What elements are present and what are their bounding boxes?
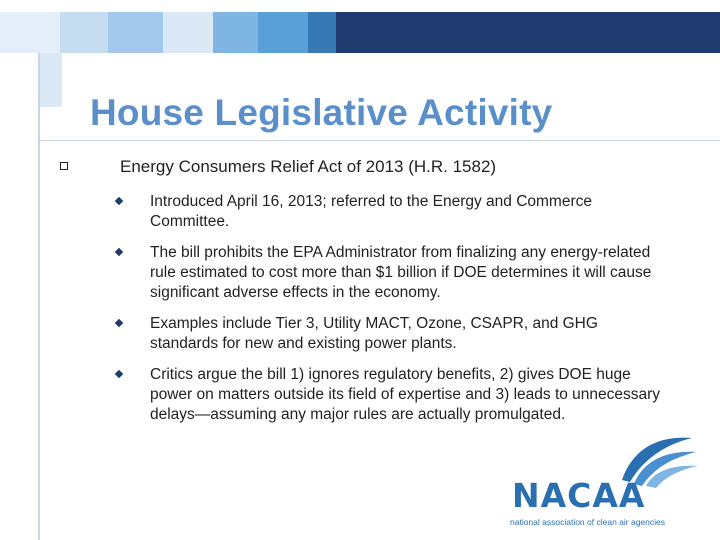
sub-bullet	[112, 365, 682, 425]
header-square	[308, 12, 336, 53]
diamond-bullet-icon	[115, 197, 123, 205]
title-underline	[38, 140, 720, 141]
header-bar	[336, 12, 720, 53]
sub-bullet-text: The bill prohibits the EPA Administrator from finalizing any energy-related rule estimated to cost more than $1 billion if DOE determines it will cause significant adverse effects in the economy.	[150, 244, 652, 301]
header-square	[108, 12, 163, 53]
header-square	[40, 53, 62, 107]
header-square	[60, 12, 108, 53]
sub-bullet-text: Introduced April 16, 2013; referred to the Energy and Commerce Committee.	[150, 193, 592, 230]
logo-wordmark: NACAA	[512, 476, 646, 515]
logo-tagline: national association of clean air agencies	[510, 517, 665, 527]
header-square	[258, 12, 308, 53]
nacaa-logo	[508, 430, 708, 530]
sub-bullet-text: Examples include Tier 3, Utility MACT, Ozone, CSAPR, and GHG standards for new and existing power plants.	[150, 315, 598, 352]
slide-title: House Legislative Activity	[90, 92, 553, 133]
header-square	[213, 12, 258, 53]
diamond-bullet-icon	[115, 370, 123, 378]
vertical-divider	[38, 53, 40, 540]
sub-bullet	[112, 192, 682, 232]
square-bullet-icon	[60, 162, 68, 170]
header-square	[0, 12, 60, 53]
sub-bullet-list	[112, 192, 682, 436]
main-bullet-text: Energy Consumers Relief Act of 2013 (H.R. 1582)	[120, 157, 497, 176]
sub-bullet	[112, 243, 682, 303]
sub-bullet-text: Critics argue the bill 1) ignores regulatory benefits, 2) gives DOE huge power on matters outside its field of expertise and 3) leads to unnecessary delays—assuming any major rules are actually promulgated.	[150, 366, 661, 423]
sub-bullet	[112, 314, 682, 354]
diamond-bullet-icon	[115, 248, 123, 256]
header-square	[163, 12, 213, 53]
diamond-bullet-icon	[115, 319, 123, 327]
